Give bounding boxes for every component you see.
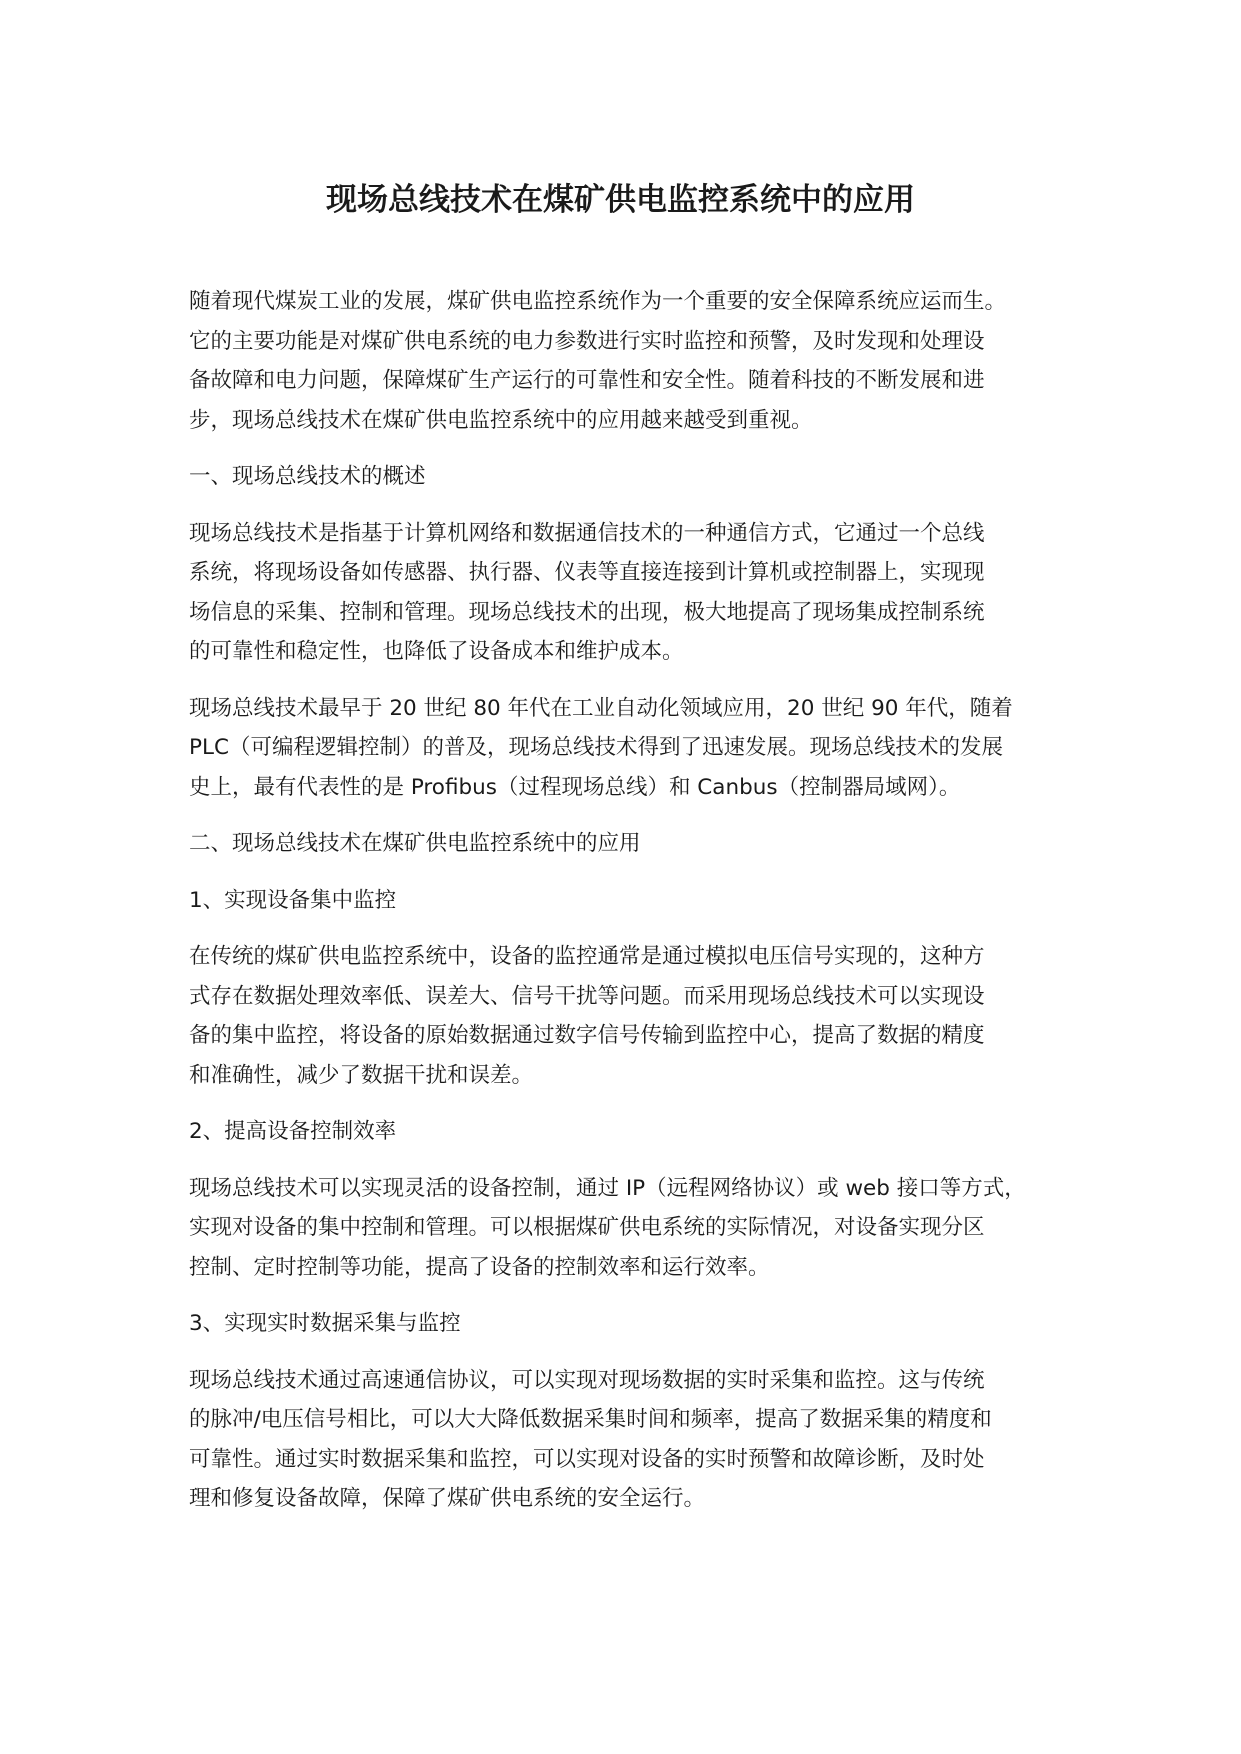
paragraph-line: 可靠性。通过实时数据采集和监控，可以实现对设备的实时预警和故障诊断，及时处	[189, 1446, 985, 1472]
paragraph-line: 场信息的采集、控制和管理。现场总线技术的出现，极大地提高了现场集成控制系统	[189, 599, 985, 625]
centralized-monitoring-paragraph	[189, 937, 1089, 1095]
overview-paragraph-2	[189, 689, 1089, 808]
subheading-3: 3、实现实时数据采集与监控	[189, 1311, 461, 1336]
paragraph-line: 系统，将现场设备如传感器、执行器、仪表等直接连接到计算机或控制器上，实现现	[189, 560, 985, 585]
paragraph-line: 实现对设备的集中控制和管理。可以根据煤矿供电系统的实际情况，对设备实现分区	[189, 1215, 985, 1240]
section-heading-1: 一、现场总线技术的概述	[189, 464, 426, 489]
paragraph-line: 的可靠性和稳定性，也降低了设备成本和维护成本。	[189, 639, 684, 664]
control-efficiency-paragraph	[189, 1169, 1089, 1288]
section-heading-2: 二、现场总线技术在煤矿供电监控系统中的应用	[189, 831, 641, 856]
paragraph-line: 步，现场总线技术在煤矿供电监控系统中的应用越来越受到重视。	[189, 407, 813, 433]
paragraph-line: 随着现代煤炭工业的发展，煤矿供电监控系统作为一个重要的安全保障系统应运而生。	[189, 289, 1007, 314]
document-body	[189, 282, 1089, 1536]
realtime-data-paragraph	[189, 1361, 1089, 1519]
overview-paragraph-1	[189, 514, 1089, 672]
document-title: 现场总线技术在煤矿供电监控系统中的应用	[326, 182, 915, 218]
paragraph-line: 现场总线技术通过高速通信协议，可以实现对现场数据的实时采集和监控。这与传统	[189, 1367, 985, 1393]
paragraph-line: 它的主要功能是对煤矿供电系统的电力参数进行实时监控和预警，及时发现和处理设	[189, 328, 985, 354]
paragraph-line: 式存在数据处理效率低、误差大、信号干扰等问题。而采用现场总线技术可以实现设	[189, 983, 985, 1009]
subheading-2: 2、提高设备控制效率	[189, 1119, 397, 1144]
paragraph-line: 理和修复设备故障，保障了煤矿供电系统的安全运行。	[189, 1486, 706, 1511]
paragraph-line: 备的集中监控，将设备的原始数据通过数字信号传输到监控中心，提高了数据的精度	[189, 1023, 985, 1048]
paragraph-line: 在传统的煤矿供电监控系统中，设备的监控通常是通过模拟电压信号实现的，这种方	[189, 944, 985, 969]
subheading-1: 1、实现设备集中监控	[189, 887, 397, 913]
paragraph-line: 现场总线技术可以实现灵活的设备控制，通过 IP（远程网络协议）或 web 接口等方式，	[189, 1175, 1026, 1201]
paragraph-line: 现场总线技术最早于 20 世纪 80 年代在工业自动化领域应用，20 世纪 90 年代，随着	[189, 695, 1013, 721]
paragraph-line: 和准确性，减少了数据干扰和误差。	[189, 1062, 534, 1088]
intro-paragraph	[189, 282, 1089, 440]
paragraph-line: 史上，最有代表性的是 Profibus（过程现场总线）和 Canbus（控制器局域网）。	[189, 774, 961, 800]
paragraph-line: 控制、定时控制等功能，提高了设备的控制效率和运行效率。	[189, 1254, 770, 1280]
paragraph-line: 现场总线技术是指基于计算机网络和数据通信技术的一种通信方式，它通过一个总线	[189, 520, 985, 546]
paragraph-line: PLC（可编程逻辑控制）的普及，现场总线技术得到了迅速发展。现场总线技术的发展	[189, 735, 1003, 760]
paragraph-line: 的脉冲/电压信号相比，可以大大降低数据采集时间和频率，提高了数据采集的精度和	[189, 1407, 992, 1432]
paragraph-line: 备故障和电力问题，保障煤矿生产运行的可靠性和安全性。随着科技的不断发展和进	[189, 368, 985, 393]
